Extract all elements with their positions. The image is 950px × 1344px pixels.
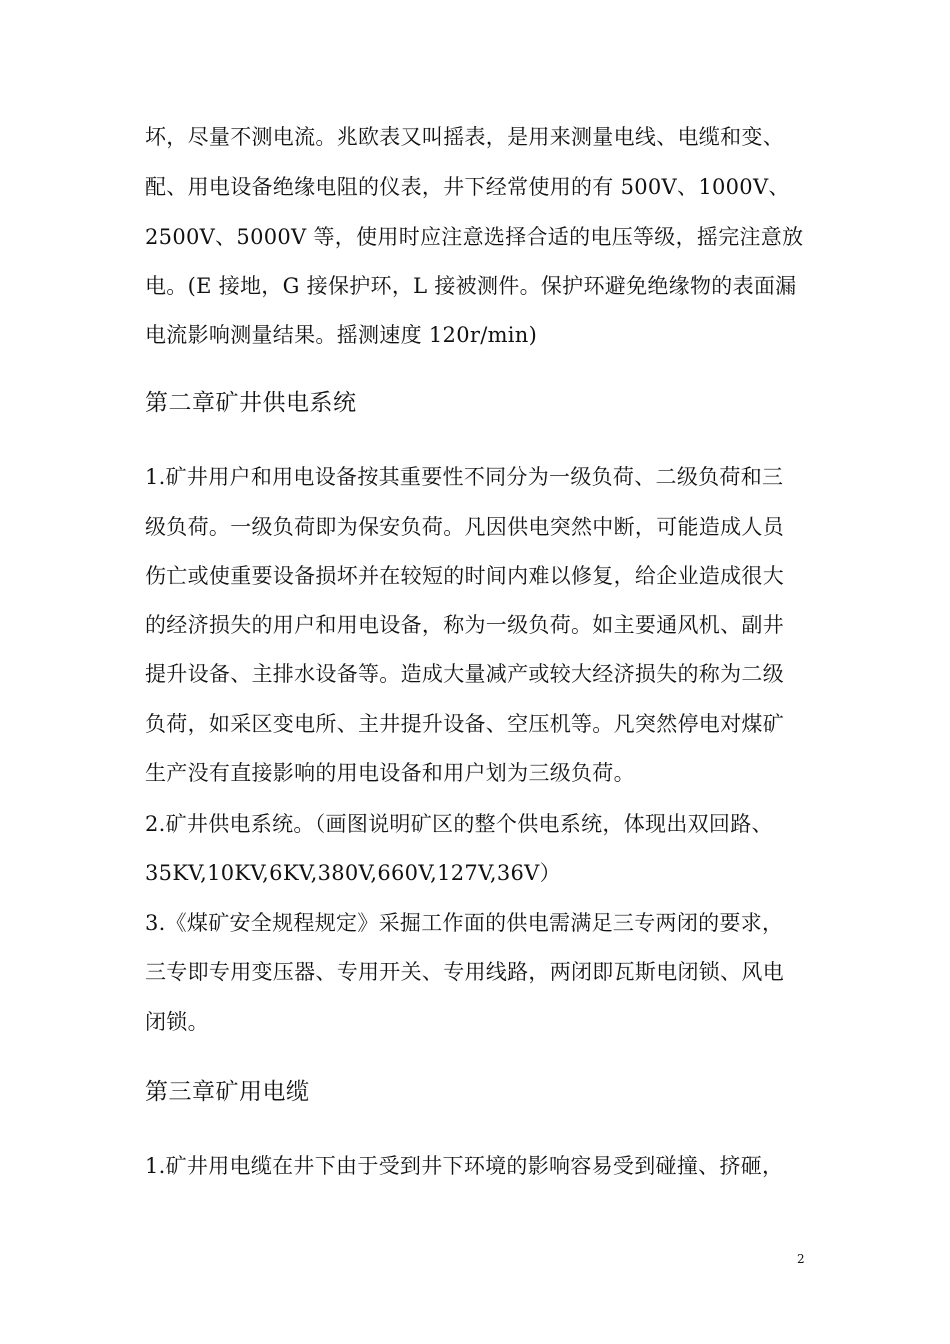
paragraph-line: 1.矿井用户和用电设备按其重要性不同分为一级负荷、二级负荷和三	[145, 465, 784, 489]
paragraph-line: 3.《煤矿安全规程规定》采掘工作面的供电需满足三专两闭的要求，	[145, 911, 784, 935]
paragraph-line: 35KV,10KV,6KV,380V,660V,127V,36V）	[145, 861, 561, 885]
paragraph-line: 生产没有直接影响的用电设备和用户划为三级负荷。	[145, 761, 635, 785]
paragraph-line: 电。(E 接地，G 接保护环，L 接被测件。保护环避免绝缘物的表面漏	[145, 274, 797, 298]
paragraph-line: 电流影响测量结果。摇测速度 120r/min)	[145, 323, 538, 347]
paragraph-line: 的经济损失的用户和用电设备，称为一级负荷。如主要通风机、副井	[145, 613, 784, 637]
paragraph-line: 配、用电设备绝缘电阻的仪表，井下经常使用的有 500V、1000V、	[145, 175, 790, 199]
paragraph-line: 坏，尽量不测电流。兆欧表又叫摇表，是用来测量电线、电缆和变、	[145, 125, 784, 149]
paragraph-line: 负荷，如采区变电所、主井提升设备、空压机等。凡突然停电对煤矿	[145, 712, 784, 736]
paragraph-line: 2.矿井供电系统。（画图说明矿区的整个供电系统，体现出双回路、	[145, 812, 773, 836]
paragraph-line: 伤亡或使重要设备损坏并在较短的时间内难以修复，给企业造成很大	[145, 564, 784, 588]
paragraph-line: 闭锁。	[145, 1010, 209, 1034]
paragraph-line: 2500V、5000V 等，使用时应注意选择合适的电压等级，摇完注意放	[145, 225, 804, 249]
chapter-heading: 第二章矿井供电系统	[145, 390, 357, 416]
paragraph-line: 提升设备、主排水设备等。造成大量减产或较大经济损失的称为二级	[145, 662, 784, 686]
page-number: 2	[797, 1252, 805, 1266]
chapter-heading: 第三章矿用电缆	[145, 1079, 310, 1105]
paragraph-line: 1.矿井用电缆在井下由于受到井下环境的影响容易受到碰撞、挤砸，	[145, 1154, 784, 1178]
paragraph-line: 三专即专用变压器、专用开关、专用线路，两闭即瓦斯电闭锁、风电	[145, 960, 784, 984]
paragraph-line: 级负荷。一级负荷即为保安负荷。凡因供电突然中断，可能造成人员	[145, 515, 784, 539]
